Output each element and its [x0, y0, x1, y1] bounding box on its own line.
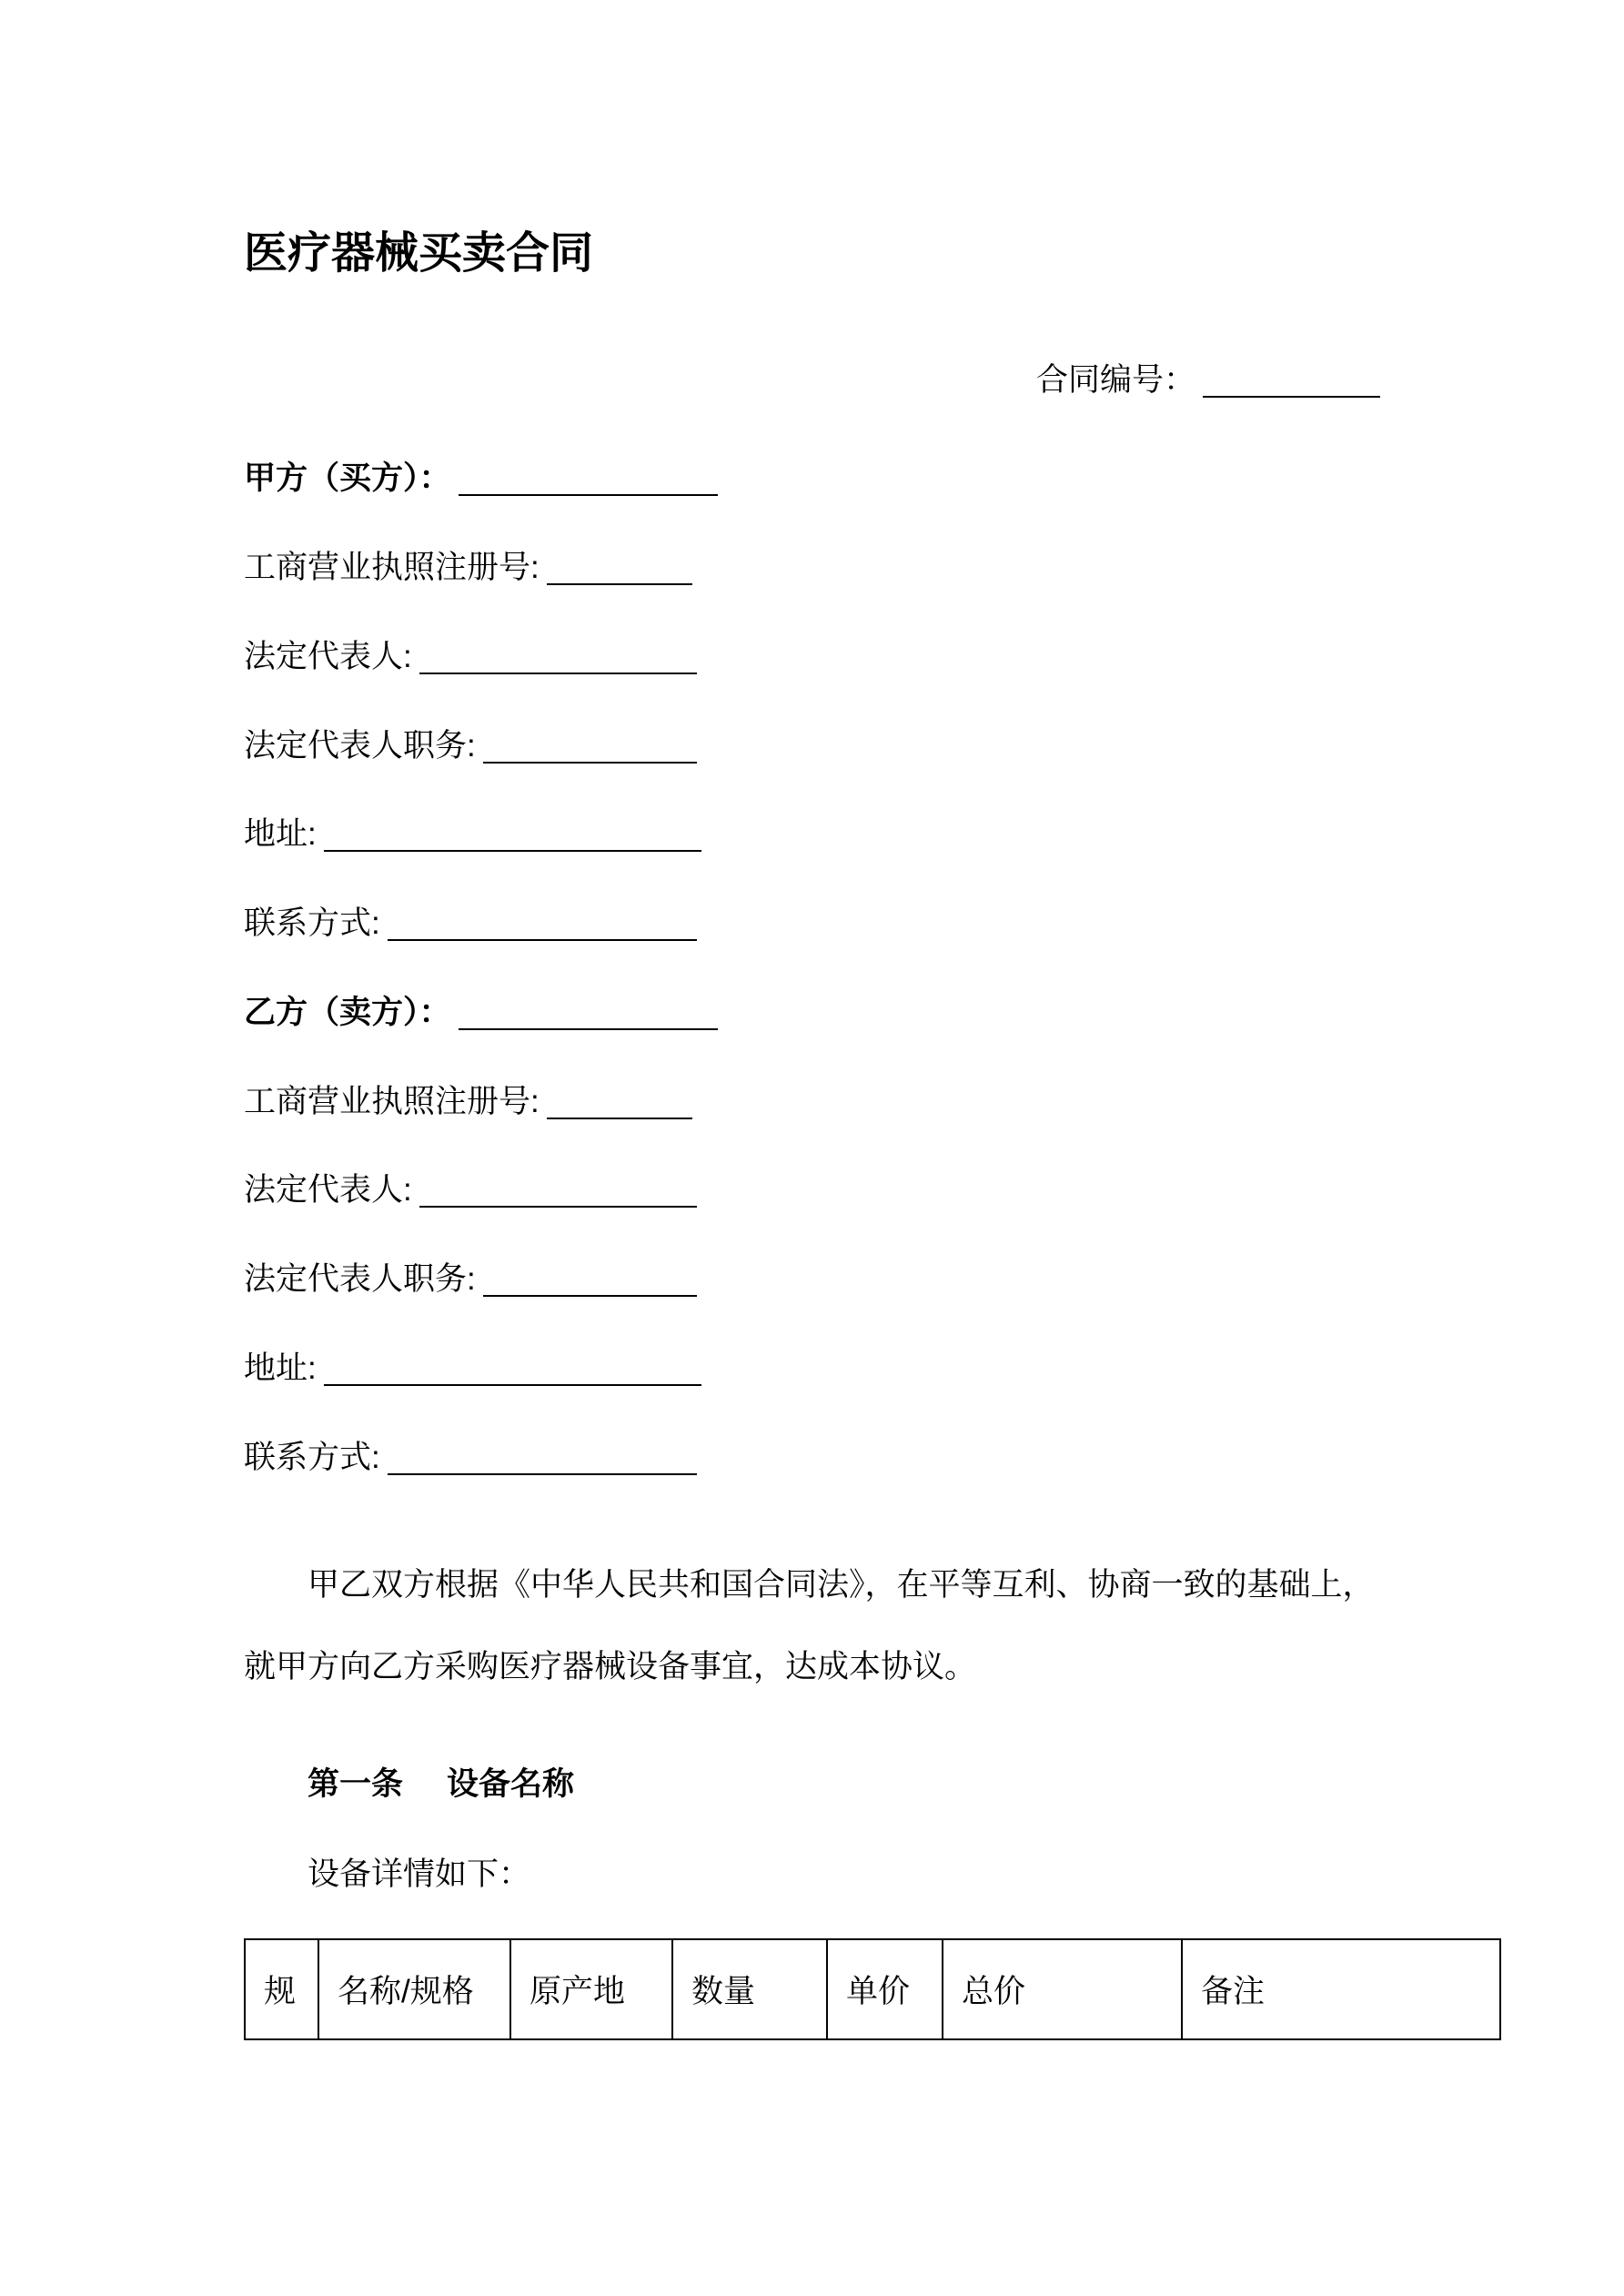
party-a-representative-label: 法定代表人: [244, 638, 412, 674]
party-a-heading: 甲方（买方）： [244, 460, 451, 497]
party-a-heading-line [244, 456, 1380, 502]
party-b-license-blank [547, 1085, 692, 1119]
party-a-rep-title-label: 法定代表人职务: [244, 727, 476, 764]
intro-paragraph: 甲乙双方根据《中华人民共和国合同法》，在平等互利、协商一致的基础上，就甲方向乙方采购医疗器械设备事宜，达成本协议。 [244, 1567, 1375, 1684]
party-b-address-label: 地址: [244, 1350, 317, 1386]
contract-number-line [244, 358, 1380, 404]
party-b-representative-blank [419, 1173, 697, 1208]
table-header-total-price: 总价 [943, 1939, 1182, 2039]
table-header-name-spec: 名称/规格 [318, 1939, 510, 2039]
clause-1-title: 设备名称 [447, 1765, 575, 1802]
contract-number-blank [1203, 363, 1380, 398]
table-header-spec: 规 [245, 1939, 318, 2039]
party-b-rep-title-label: 法定代表人职务: [244, 1261, 476, 1298]
party-a-contact-blank [388, 906, 697, 941]
clause-1-number: 第一条 [308, 1765, 404, 1802]
table-header-quantity: 数量 [672, 1939, 827, 2039]
party-a-license-label: 工商营业执照注册号: [244, 550, 540, 586]
party-b-section [244, 990, 1380, 1482]
party-a-address-line [244, 812, 1380, 858]
party-b-address-blank [324, 1351, 701, 1386]
party-a-address-label: 地址: [244, 816, 317, 853]
party-b-license-label: 工商营业执照注册号: [244, 1083, 540, 1119]
clause-1-subtitle: 设备详情如下： [308, 1856, 531, 1892]
party-a-address-blank [324, 817, 701, 852]
party-a-license-blank [547, 551, 692, 585]
table-header-origin: 原产地 [510, 1939, 672, 2039]
table-header-unit-price: 单价 [827, 1939, 943, 2039]
clause-1-heading [244, 1762, 1380, 1808]
party-a-representative-blank [419, 640, 697, 674]
party-b-contact-line [244, 1435, 1380, 1482]
party-a-rep-title-blank [483, 729, 697, 764]
equipment-table-header-row [245, 1939, 1500, 2039]
party-b-contact-blank [388, 1441, 697, 1475]
party-b-representative-line [244, 1168, 1380, 1214]
party-a-rep-title-line [244, 723, 1380, 770]
party-a-name-blank [459, 461, 718, 496]
party-a-representative-line [244, 634, 1380, 681]
table-header-remarks: 备注 [1182, 1939, 1500, 2039]
party-b-name-blank [459, 996, 718, 1030]
party-a-contact-label: 联系方式: [244, 905, 380, 942]
party-b-rep-title-line [244, 1257, 1380, 1303]
party-a-section [244, 456, 1380, 947]
party-b-contact-label: 联系方式: [244, 1439, 380, 1475]
contract-number-label: 合同编号： [1035, 361, 1195, 398]
party-b-license-line [244, 1079, 1380, 1126]
party-a-contact-line [244, 901, 1380, 947]
party-a-license-line [244, 545, 1380, 592]
party-b-rep-title-blank [483, 1262, 697, 1297]
document-title: 医疗器械买卖合同 [244, 229, 594, 278]
equipment-table [244, 1938, 1501, 2040]
party-b-representative-label: 法定代表人: [244, 1172, 412, 1209]
party-b-heading: 乙方（卖方）： [244, 994, 451, 1030]
party-b-address-line [244, 1346, 1380, 1392]
party-b-heading-line [244, 990, 1380, 1037]
